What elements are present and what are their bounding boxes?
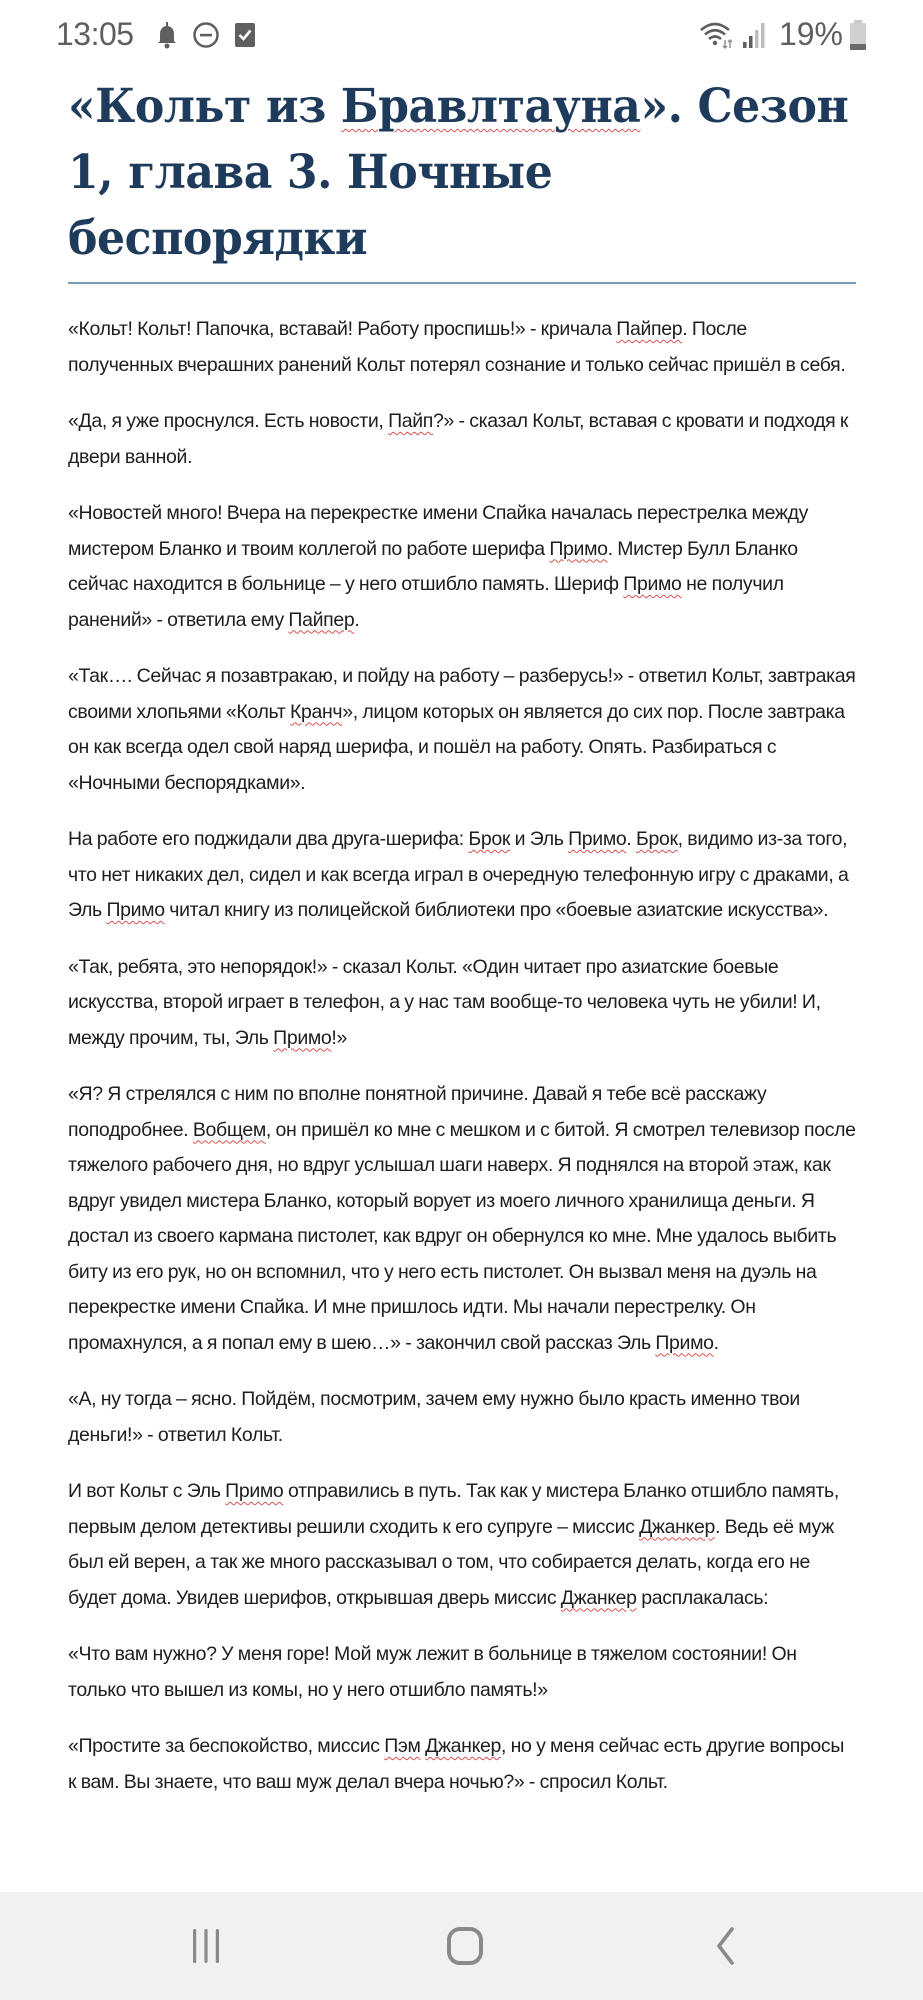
text-run: , видимо из-за того, что нет никаких дел, сидел и как всегда играл в очередную телефонную игру с драками, а Эль	[68, 828, 849, 921]
back-icon	[713, 1926, 737, 1966]
misspelled-word[interactable]: Джанкер	[639, 1515, 715, 1538]
text-run: », лицом которых он является до сих пор. После завтрака он как всегда одел свой наряд шерифа, и пошёл на работу. Опять. Разбираться с «Ночными беспорядками».	[68, 700, 845, 794]
paragraph	[68, 1474, 856, 1616]
text-run: «Новостей много! Вчера на перекрестке имени Спайка началась перестрелка между мистером Бланко и твоим коллегой по работе шерифа	[68, 502, 809, 560]
navigation-bar	[0, 1892, 923, 2000]
paragraph	[68, 950, 856, 1057]
misspelled-word[interactable]: Джанкер	[425, 1735, 501, 1757]
text-run: .	[713, 1331, 719, 1354]
status-bar	[0, 0, 923, 74]
paragraph	[68, 659, 856, 801]
signal-icon	[741, 20, 767, 50]
text-run: !»	[331, 1026, 347, 1049]
text-run: «А, ну тогда – ясно. Пойдём, посмотрим, зачем ему нужно было красть именно твои деньги!» - ответил Кольт.	[68, 1388, 800, 1446]
title-misspelled-word: Бравлтауна	[340, 79, 641, 134]
text-run: , но у меня сейчас есть другие вопросы к вам. Вы знаете, что ваш муж делал вчера ночью?» - спросил Кольт.	[68, 1735, 844, 1793]
text-run: . Мистер Булл Бланко сейчас находится в больнице – у него отшибло память. Шериф	[68, 537, 798, 595]
battery-icon	[849, 19, 867, 51]
text-run: . После полученных вчерашних ранений Кольт потерял сознание и только сейчас пришёл в себя.	[68, 318, 846, 376]
bell-icon	[156, 21, 178, 49]
text-run: отправились в путь. Так как у мистера Бланко отшибло память, первым делом детективы решили сходить к его супруге – миссис	[68, 1480, 839, 1538]
back-button[interactable]	[695, 1920, 755, 1972]
recent-apps-icon	[188, 1926, 224, 1966]
misspelled-word[interactable]: Брок	[468, 828, 511, 850]
text-run: , он пришёл ко мне с мешком и с битой. Я смотрел телевизор после тяжелого рабочего дня, но вдруг услышал шаги наверх. Я поднялся на второй этаж, как вдруг увидел мистера Бланко, который ворует из моего личного хранилища деньги. Я достал из своего кармана пистолет, как вдруг он обернулся ко мне. Мне удалось выбить биту из его рук, но он вспомнил, что у него есть пистолет. Он вызвал меня на дуэль на перекрестке имени Спайка. И мне пришлось идти. Мы начали перестрелку. Он промахнулся, а я попал ему в шею…» - закончил свой рассказ Эль	[68, 1118, 856, 1354]
misspelled-word[interactable]: Примо	[549, 537, 608, 560]
misspelled-word[interactable]: Пайп	[388, 410, 433, 432]
text-run: «Так…. Сейчас я позавтракаю, и пойду на работу – разберусь!» - ответил Кольт, завтракая своими хлопьями «Кольт	[68, 665, 856, 723]
misspelled-word[interactable]: Пэм	[384, 1735, 421, 1757]
title-text: «Кольт из	[68, 79, 341, 134]
text-run: «Простите за беспокойство, миссис	[68, 1735, 385, 1757]
text-run: .	[626, 828, 637, 850]
paragraph	[68, 312, 856, 383]
status-time: 13:05	[56, 16, 134, 52]
text-run: И вот Кольт с Эль	[68, 1480, 226, 1502]
text-run: .	[354, 608, 360, 631]
text-run: «Да, я уже проснулся. Есть новости,	[68, 410, 389, 432]
text-run: расплакалась:	[636, 1586, 769, 1609]
text-run: не получил ранений» - ответила ему	[68, 573, 784, 631]
misspelled-word[interactable]: Пайпер	[616, 318, 683, 340]
text-run: «Так, ребята, это непорядок!» - сказал Кольт. «Один читает про азиатские боевые искусства, второй играет в телефон, а у нас там вообще-то человека чуть не убили! И, между прочим, ты, Эль	[68, 955, 821, 1049]
text-run: читал книгу из полицейской библиотеки про «боевые азиатские искусства».	[164, 899, 829, 921]
misspelled-word[interactable]: Примо	[623, 573, 682, 595]
text-run: ?» - сказал Кольт, вставая с кровати и подходя к двери ванной.	[68, 410, 849, 468]
document-body[interactable]	[68, 312, 856, 1800]
recent-apps-button[interactable]	[176, 1920, 236, 1972]
misspelled-word[interactable]: Джанкер	[560, 1586, 637, 1609]
misspelled-word[interactable]: Примо	[568, 828, 627, 850]
text-run: «Я? Я стрелялся с ним по вполне понятной причине. Давай я тебе всё расскажу поподробнее.	[68, 1083, 767, 1141]
misspelled-word[interactable]: Примо	[106, 899, 165, 921]
text-run: . Ведь её муж был ей верен, а так же много рассказывал о том, что собирается делать, когда его не будет дома. Увидев шерифов, открывшая дверь миссис	[68, 1515, 834, 1609]
paragraph	[68, 822, 856, 929]
misspelled-word[interactable]: Примо	[225, 1480, 284, 1502]
paragraph	[68, 496, 856, 638]
misspelled-word[interactable]: Кранч	[289, 700, 343, 723]
status-right	[699, 16, 867, 53]
text-run: и Эль	[510, 828, 569, 850]
text-run: «Кольт! Кольт! Папочка, вставай! Работу проспишь!» - кричала	[68, 318, 617, 340]
home-icon	[445, 1926, 485, 1966]
misspelled-word[interactable]: Пайпер	[288, 608, 355, 631]
paragraph	[68, 1382, 856, 1453]
paragraph	[68, 1637, 856, 1708]
misspelled-word[interactable]: Примо	[273, 1026, 332, 1049]
text-run: На работе его поджидали два друга-шерифа:	[68, 828, 469, 850]
home-button[interactable]	[435, 1920, 495, 1972]
misspelled-word[interactable]: Вобщем	[192, 1118, 266, 1141]
title-text: ». Сезон 1, глава 3. Ночные беспорядки	[68, 79, 849, 266]
status-left	[56, 16, 256, 53]
text-run: «Что вам нужно? У меня горе! Мой муж лежит в больнице в тяжелом состоянии! Он только что вышел из комы, но у него отшибло память!»	[68, 1643, 797, 1701]
paragraph	[68, 1077, 856, 1361]
title-divider	[68, 282, 856, 284]
document	[68, 74, 856, 1821]
battery-percent: 19%	[778, 16, 843, 52]
do-not-disturb-icon	[192, 21, 220, 49]
paragraph	[68, 1729, 856, 1800]
wifi-icon	[699, 20, 735, 50]
paragraph	[68, 404, 856, 475]
document-title	[68, 74, 858, 278]
misspelled-word[interactable]: Брок	[636, 828, 678, 850]
misspelled-word[interactable]: Примо	[655, 1331, 714, 1354]
checkbox-notification-icon	[234, 22, 256, 48]
